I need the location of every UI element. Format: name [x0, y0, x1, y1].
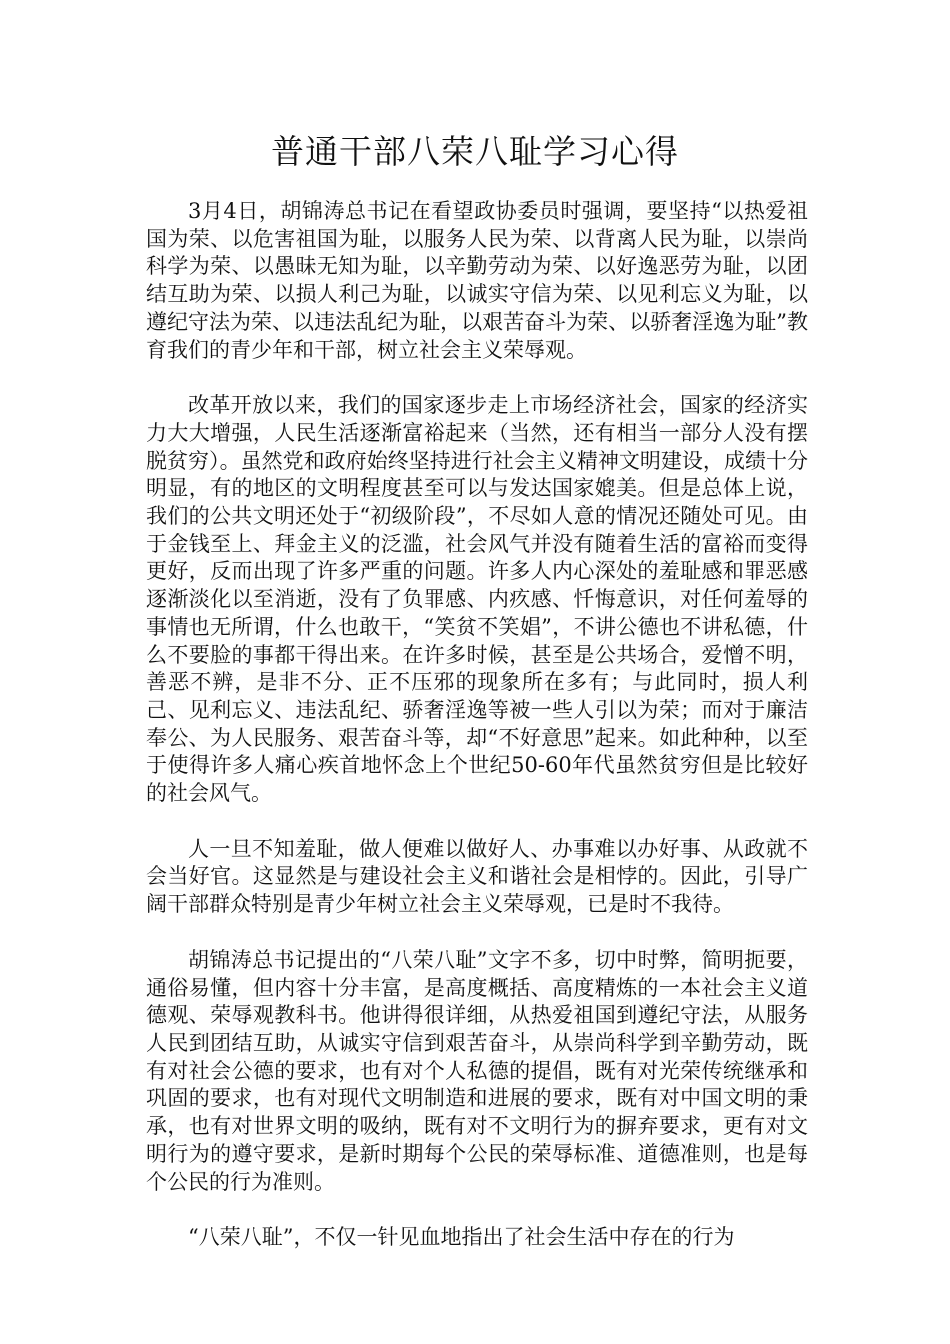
document-title: 普通干部八荣八耻学习心得 — [271, 132, 679, 171]
document-body — [146, 198, 808, 1280]
paragraph-3: 人一旦不知羞耻，做人便难以做好人、办事难以办好事、从政就不会当好官。这显然是与建设社会主义和谐社会是相悖的。因此，引导广阔干部群众特别是青少年树立社会主义荣辱观，已是时不我待。 — [146, 836, 808, 917]
paragraph-5: “八荣八耻”，不仅一针见血地指出了社会生活中存在的行为 — [188, 1225, 735, 1250]
paragraph-1: 3月4日，胡锦涛总书记在看望政协委员时强调，要坚持“以热爱祖国为荣、以危害祖国为耻，以服务人民为荣、以背离人民为耻，以崇尚科学为荣、以愚昧无知为耻，以辛勤劳动为荣、以好逸恶劳为耻，以团结互助为荣、以损人利己为耻，以诚实守信为荣、以见利忘义为耻，以遵纪守法为荣、以违法乱纪为耻，以艰苦奋斗为荣、以骄奢淫逸为耻”教育我们的青少年和干部，树立社会主义荣辱观。 — [146, 199, 808, 362]
paragraph-4: 胡锦涛总书记提出的“八荣八耻”文字不多，切中时弊，简明扼要，通俗易懂，但内容十分丰富，是高度概括、高度精炼的一本社会主义道德观、荣辱观教科书。他讲得很详细，从热爱祖国到遵纪守法，从服务人民到团结互助，从诚实守信到艰苦奋斗，从崇尚科学到辛勤劳动，既有对社会公德的要求，也有对个人私德的提倡，既有对光荣传统继承和巩固的要求，也有对现代文明制造和进展的要求，既有对中国文明的秉承，也有对世界文明的吸纳，既有对不文明行为的摒弃要求，更有对文明行为的遵守要求，是新时期每个公民的荣辱标准、道德准则，也是每个公民的行为准则。 — [146, 947, 808, 1194]
paragraph-2: 改革开放以来，我们的国家逐步走上市场经济社会，国家的经济实力大大增强，人民生活逐渐富裕起来（当然，还有相当一部分人没有摆脱贫穷）。虽然党和政府始终坚持进行社会主义精神文明建设，成绩十分明显，有的地区的文明程度甚至可以与发达国家媲美。但是总体上说，我们的公共文明还处于“初级阶段”，不尽如人意的情况还随处可见。由于金钱至上、拜金主义的泛滥，社会风气并没有随着生活的富裕而变得更好，反而出现了许多严重的问题。许多人内心深处的羞耻感和罪恶感逐渐淡化以至消逝，没有了负罪感、内疚感、忏悔意识，对任何羞辱的事情也无所谓，什么也敢干，“笑贫不笑娼”，不讲公德也不讲私德，什么不要脸的事都干得出来。在许多时候，甚至是公共场合，爱憎不明，善恶不辨，是非不分、正不压邪的现象所在多有；与此同时，损人利己、见利忘义、违法乱纪、骄奢淫逸等被一些人引以为荣；而对于廉洁奉公、为人民服务、艰苦奋斗等，却“不好意思”起来。如此种种，以至于使得许多人痛心疾首地怀念上个世纪50-60年代虽然贫穷但是比较好的社会风气。 — [146, 393, 808, 806]
